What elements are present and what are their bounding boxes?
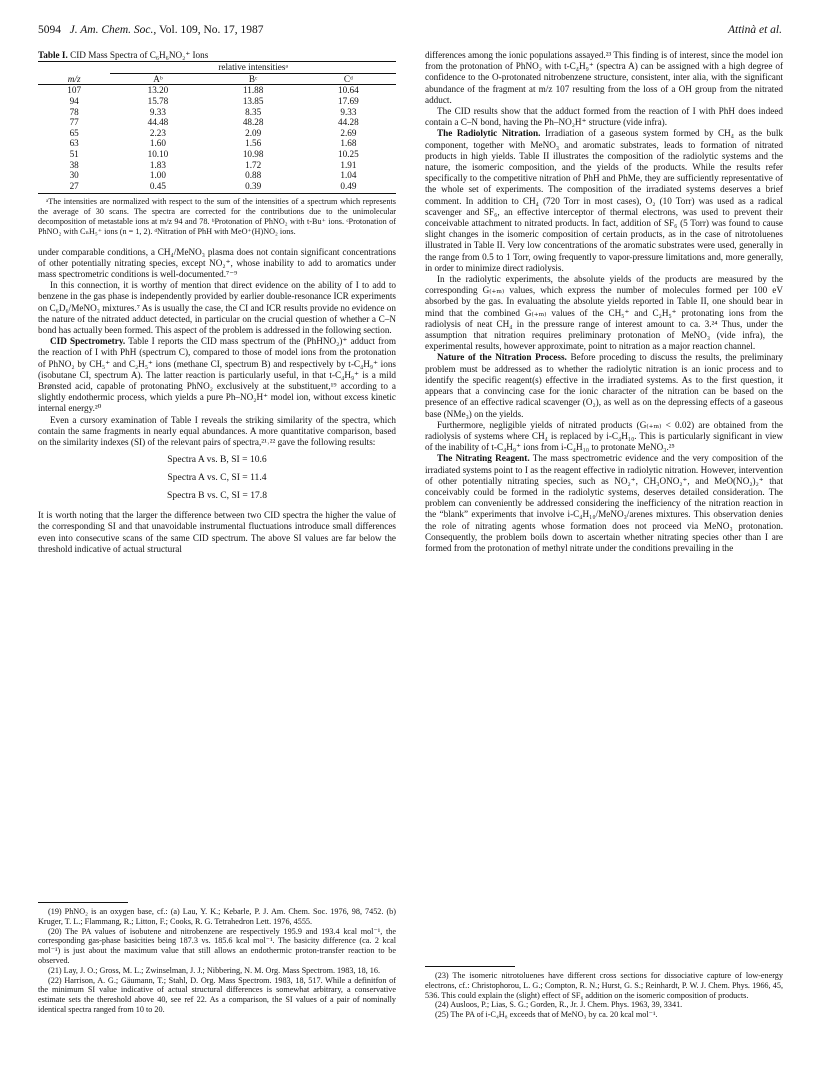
table-cell-value: 1.83 (149, 159, 166, 170)
right-column (425, 50, 783, 554)
footnotes-left (38, 902, 396, 1015)
body-paragraph: In this connection, it is worthy of mention that direct evidence on the ability of I to add to benzene in the gas phase is independently provided by earlier double-resonance ICR experiments on C₆D₆/MeNO₃ mixtures.⁷ As is usually the case, the CI and ICR results provide no evidence on the nature of the nitrated adduct detected, in particular on the crucial question of whether a C–N bond has actually been formed. This aspect of the problem is addressed in the following section. (38, 280, 396, 335)
table-cell-value: 2.09 (245, 127, 262, 138)
footnote: (24) Ausloos, P.; Lias, S. G.; Gorden, R., Jr. J. Chem. Phys. 1963, 39, 3341. (435, 1000, 683, 1010)
table-col-header: m/z (38, 73, 110, 85)
table-cell-mz: 107 (67, 85, 82, 96)
table-group-header: relative intensitiesᵃ (110, 62, 396, 74)
table-cell-value: 0.49 (301, 181, 396, 194)
table-cell-mz: 30 (69, 170, 79, 181)
table-cell-value: 1.91 (340, 159, 357, 170)
table-cell-value: 0.45 (110, 181, 205, 194)
table-cell-mz: 27 (38, 181, 110, 194)
body-paragraph: It is worth noting that the larger the difference between two CID spectra the higher the value of the corresponding SI and that unavoidable instrumental fluctuations introduce small differences even into consecutive scans of the same CID spectrum. The above SI values are far below the threshold indicative of actual structural (38, 510, 396, 554)
footnote: (20) The PA values of isobutene and nitrobenzene are respectively 195.9 and 193.4 kcal mol⁻¹, the corresponding gas-phase basicities being 187.3 vs. 185.6 kcal mol⁻¹. The basicity difference (ca. 2 kcal mol⁻¹) is just about the maximum value that still allows an endothermic proton-transfer reaction to be observed. (38, 926, 396, 965)
table-col-header: Aᵇ (110, 73, 205, 85)
left-column (38, 50, 396, 555)
table-cell-value: 8.35 (245, 106, 262, 117)
body-paragraph: The CID results show that the adduct formed from the reaction of I with PhH does indeed contain a C–N bond, having the Ph–NO₂H⁺ structure (vide infra). (425, 106, 783, 128)
header-left (38, 24, 264, 36)
table-row (38, 181, 396, 194)
equation: Spectra A vs. C, SI = 11.4 (167, 472, 267, 484)
table-cell-value: 9.33 (340, 106, 357, 117)
table-cell-value: 2.23 (149, 127, 166, 138)
table-cell-value: 10.10 (147, 148, 169, 159)
footnote: (23) The isomeric nitrotoluenes have different cross sections for dissociative capture of low-energy electrons, cf.: Christophorou, L. G.; Compton, R. N.; Hurst, G. S.; Reinhardt, P. W. J. Chem. Phys. 1966, 45, 536. This could explain the (slight) effect of SF₆ addition on the isomeric composition of products. (425, 971, 783, 1000)
table-label: Table I. (38, 50, 68, 60)
table-cell-value: 1.00 (149, 170, 166, 181)
section-heading-reagent: The Nitrating Reagent. (437, 453, 530, 464)
table-cell-value: 44.48 (147, 117, 169, 128)
table-cell-value: 1.60 (149, 138, 166, 149)
body-paragraph: Nature of the Nitration Process. Before proceding to discuss the results, the preliminary problem must be addressed as to whether the radiolytic nitration is an ionic process and to identify the specific reagent(s) effective in the irradiated systems. As to the first question, it appears that a convincing case for the ionic character of the nitration can be based on the presence of an effective radical scavenger (O₂), as well as on the depressing effects of a gaseous base (NMe₃) on the yields. (425, 352, 784, 419)
author-running-head: Attinà et al. (728, 24, 782, 36)
table-cell-value: 44.28 (338, 117, 359, 128)
table-caption (38, 50, 396, 61)
table-cell-value: 1.68 (340, 138, 357, 149)
table-cell-value: 0.39 (206, 181, 301, 194)
table-row (38, 160, 396, 171)
section-heading-nature: Nature of the Nitration Process. (437, 352, 567, 363)
body-paragraph: under comparable conditions, a CH₄/MeNO₃ plasma does not contain significant concentrations of other potentially nitrating species, except NO₂⁺, whose inability to add to aromatics under mass spectrometric conditions is well-documented.⁷⁻⁹ (38, 246, 396, 279)
table-row (38, 96, 396, 107)
running-header (38, 24, 782, 40)
table-cell-mz: 38 (69, 159, 79, 170)
cid-table (38, 61, 396, 194)
table-row (38, 170, 396, 181)
table-cell-mz: 51 (69, 148, 79, 159)
table-cell-value: 10.98 (242, 148, 264, 159)
footnote-rule (38, 902, 128, 903)
body-paragraph: differences among the ionic populations assayed.²³ This finding is of interest, since the model ion from the protonation of PhNO₂ with t-C₄H₉⁺ (spectra A) can be assigned with a high degree of confidence to the O-protonated nitrobenzene structure, consistent, inter alia, with the significant abundance of the fragment at m/z 107 resulting from the loss of a OH group from the nitrated adduct. (425, 50, 783, 105)
volume-issue: Vol. 109, No. 17, 1987 (158, 24, 264, 36)
table-row (38, 85, 396, 96)
equation: Spectra B vs. C, SI = 17.8 (166, 490, 267, 502)
table-cell-value: 1.04 (340, 170, 357, 181)
table-cell-value: 48.28 (242, 117, 264, 128)
table-col-header: Cᵈ (301, 73, 396, 85)
table-row (38, 107, 396, 118)
table-row (38, 117, 396, 128)
table-cell-value: 9.33 (149, 106, 166, 117)
body-paragraph: In the radiolytic experiments, the absolute yields of the products are measured by the corresponding G₍₊ₘ₎ values, which express the number of molecules formed per 100 eV absorbed by the gas. In evaluating the absolute yields reported in Table II, one should bear in mind that the combined G₍₊ₘ₎ values of the CH₅⁺ and C₂H₅⁺ protonating ions from the radiolysis of neat CH₄ in the pressure range of interest amount to ca. 3.²⁴ Thus, under the assumption that nitration requires preliminary protonation of MeNO₃ (vide infra), the experimental results, however approximate, point to nitration as a major reaction channel. (425, 274, 783, 352)
footnote: (22) Harrison, A. G.; Gäumann, T.; Stahl, D. Org. Mass Spectrom. 1983, 18, 517. While a definitfon of the minimum SI value indicative of actual structural differences is somewhat arbitrary, a conservative estimate sets the thereshold above 40, see ref 22. As a comparison, the SI values of a pair of nominally identical spectra ranged from 10 to 20. (38, 975, 396, 1014)
table-cell-value: 1.72 (245, 159, 262, 170)
equation: Spectra A vs. B, SI = 10.6 (167, 454, 267, 466)
body-paragraph: Even a cursory examination of Table I reveals the striking similarity of the spectra, which contain the same fragments in nearly equal abundances. A more quantitative comparison, based on the similarity indexes (SI) of the relevant pairs of spectra,²¹˒²² gave the following results: (38, 414, 396, 447)
footnote: (25) The PA of i-C₄H₈ exceeds that of MeNO₃ by ca. 20 kcal mol⁻¹. (435, 1010, 658, 1020)
table-cell-mz: 65 (69, 127, 79, 138)
section-heading-cid: CID Spectrometry. (50, 336, 126, 347)
table-cell-value: 13.20 (147, 85, 169, 96)
table-cell-mz: 77 (69, 117, 79, 128)
footnote: (21) Lay, J. O.; Gross, M. L.; Zwinselman, J. J.; Nibbering, N. M. Org. Mass Spectrom. 1983, 18, 16. (48, 965, 381, 975)
body-paragraph: Furthermore, negligible yields of nitrated products (G₍₊ₘ₎ < 0.02) are obtained from the radiolysis of systems where CH₄ is replaced by i-C₄H₁₀. This is particularly significant in view of the inability of t-C₄H₉⁺ ions from i-C₄H₁₀ to protonate MeNO₃.²⁵ (425, 419, 783, 453)
table-cell-value: 0.88 (245, 170, 262, 181)
table-cell-value: 1.56 (245, 138, 262, 149)
table-cell-mz: 78 (69, 106, 79, 117)
body-paragraph: CID Spectrometry. Table I reports the CID mass spectrum of the (PhHNO₂)⁺ adduct from the reaction of I with PhH (spectrum C), compared to those of model ions from the protonation of PhNO₂ by CH₅⁺ and C₂H₅⁺ ions (methane CI, spectrum B) and respectively by t-C₄H₉⁺ ions (isobutane CI, spectrum A). The latter reaction is particularly useful, in that t-C₄H₉⁺ is a mild Brønsted acid, capable of protonating PhNO₂ exclusively at the substituent,¹⁹ according to a slightly endothermic process, which yields a pure Ph–NO₂H⁺ model ion, without excess kinetic internal energy.²⁰ (38, 336, 396, 414)
section-heading-radiolytic: The Radiolytic Nitration. (437, 128, 541, 139)
body-paragraph: The Nitrating Reagent. The mass spectrometric evidence and the very composition of the irradiated systems point to I as the reagent effective in radiolytic nitration. However, intervention of other potentially nitrating species, such as NO₂⁺, CH₃ONO₂⁺, and MeO(NO₂)₂⁺ that conceivably could be formed in the radiolytic systems, deserves detailed consideration. The problem can conveniently be addressed considering the inefficiency of the nitration reaction in the “blank” experiments that involve i-C₄H₁₀/MeNO₃/arenes mixtures. This observation denies the role of nitrating agents whose formation does not proceed via MeNO₃ protonation. Consequently, the problem boils down to ascertain whether nitrating species other than I are formed from the protonation of methyl nitrate under the conditions prevailing in the (425, 453, 784, 553)
table-cell-value: 17.69 (338, 95, 359, 106)
journal-name: J. Am. Chem. Soc., (69, 24, 157, 36)
table-cell-mz: 63 (69, 138, 79, 149)
footnote: (19) PhNO₂ is an oxygen base, cf.: (a) Lau, Y. K.; Kebarle, P. J. Am. Chem. Soc. 1976, 98, 7452. (b) Kruger, T. L.; Flammang, R.; Litton, F.; Cooks, R. G. Tetrahedron Lett. 1976, 4555. (38, 907, 396, 926)
page-number: 5094 (38, 24, 61, 36)
body-paragraph: The Radiolytic Nitration. Irradiation of a gaseous system formed by CH₄ as the bulk component, together with MeNO₃ and aromatic substrates, leads to formation of nitrated products in high yields. Table II illustrates the composition of the radiolytic systems and the nature, the isomeric composition, and the yields of the products. While the results refer specifically to the competitive nitration of PhH and PhMe, they are sufficiently representative of the whole set of experiments. The composition of the irradiated systems deserves a brief comment. In addition to CH₄ (720 Torr in most cases), O₂ (10 Torr) was used as a radical scavenger and SF₆, an effective interceptor of thermal electrons, was used to prevent their conceivable attachment to nitrated products. In fact, addition of SF₆ (5 Torr) was found to cause slight changes in the isomeric composition of certain products, as in the case of nitrotoluenes illustrated in Table II. Very low concentrations of the aromatic substrates were used, generally in the range from 0.5 to 1 Torr, owing frequently to vapor-pressure limitations and, more generally, in order to minimize direct radiolysis. (425, 128, 784, 273)
footnotes-right (425, 966, 783, 1020)
table-cell-value: 13.85 (242, 95, 264, 106)
table-row (38, 149, 396, 160)
table-cell-value: 11.88 (242, 85, 264, 96)
table-cell-mz: 94 (69, 95, 79, 106)
table-title: CID Mass Spectra of C₆H₆NO₂⁺ Ions (70, 50, 209, 60)
table-row (38, 138, 396, 149)
table-row (38, 128, 396, 139)
footnote-rule (425, 966, 515, 967)
table-footnote: ᵃThe intensities are normalized with respect to the sum of the intensities of a spectrum which represents the average of 30 scans. The spectra are corrected for the contributions due to the unimolecular decomposition of metastable ions at m/z 94 and 78. ᵇProtonation of PhNO₂ with t-Bu⁺ ions. ᶜProtonation of PhNO₂ with CₙH₅⁺ ions (n = 1, 2). ᵈNitration of PhH with MeO⁺(H)NO₂ ions. (38, 197, 396, 236)
table-col-header: Bᶜ (206, 73, 301, 85)
si-equations (38, 454, 396, 502)
table-cell-value: 2.69 (340, 127, 357, 138)
table-cell-value: 10.25 (338, 148, 359, 159)
table-cell-value: 15.78 (147, 95, 169, 106)
table-cell-value: 10.64 (338, 85, 359, 96)
